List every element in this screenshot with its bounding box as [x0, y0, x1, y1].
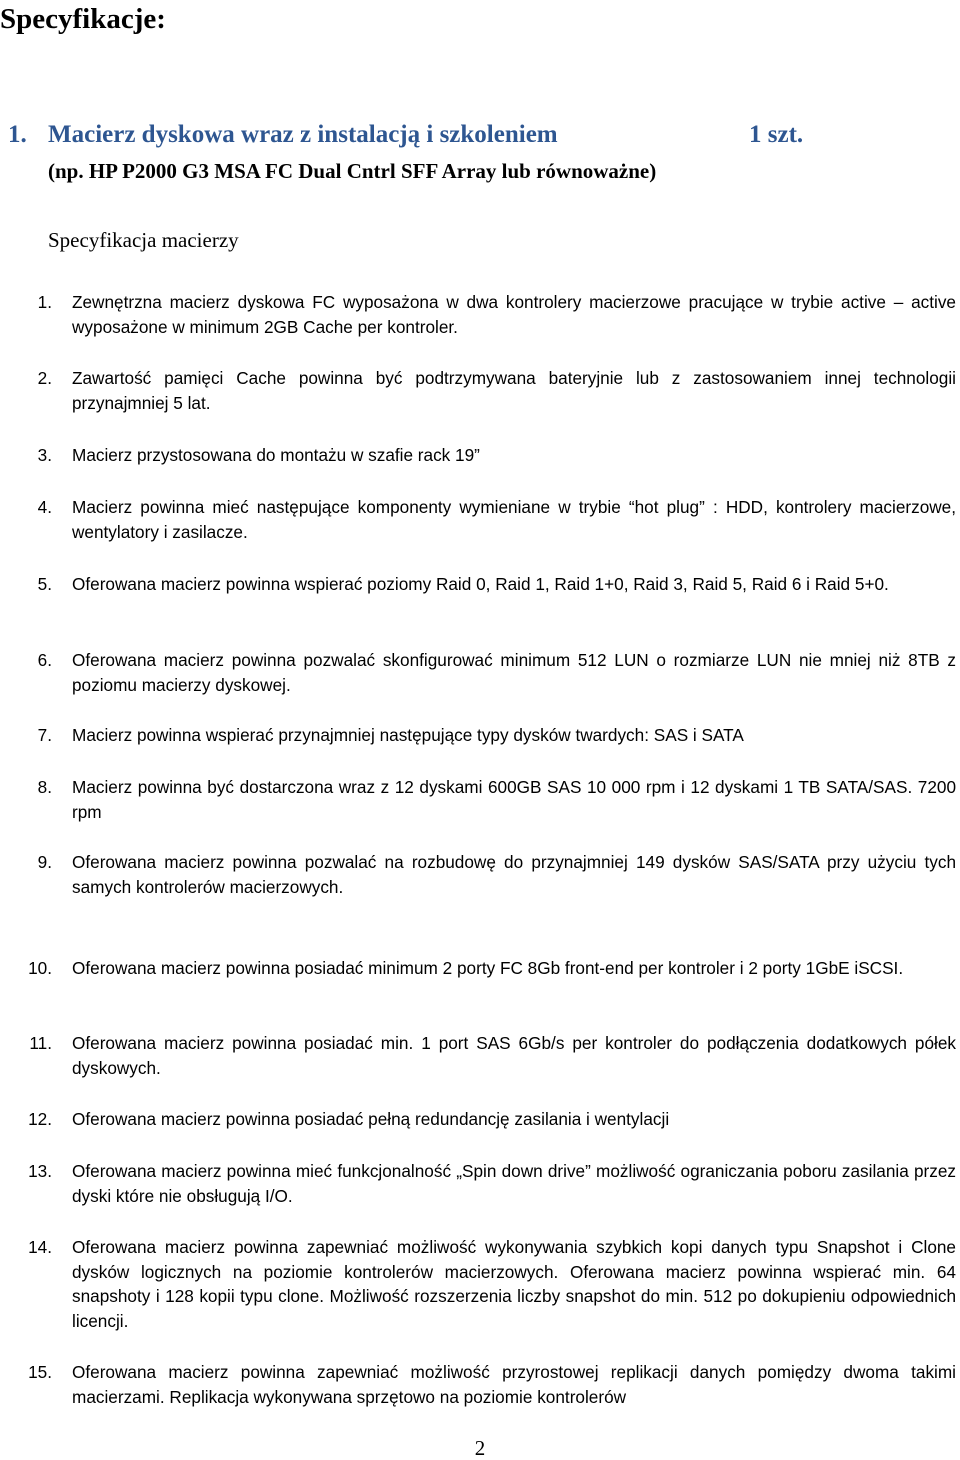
list-item-text: Macierz powinna być dostarczona wraz z 12 dyskami 600GB SAS 10 000 rpm i 12 dyskami 1 TB SATA/SAS. 7200 rpm [72, 777, 956, 822]
list-item-text: Macierz powinna wspierać przynajmniej następujące typy dysków twardych: SAS i SATA [72, 725, 744, 745]
list-item-number: 5. [37, 574, 52, 594]
section-number: 1. [8, 121, 27, 148]
list-item-number: 8. [37, 777, 52, 797]
list-item-number: 7. [37, 725, 52, 745]
list-item-number: 9. [37, 852, 52, 872]
list-item [0, 495, 956, 544]
list-item-text: Macierz powinna mieć następujące komponenty wymieniane w trybie “hot plug” : HDD, kontrolery macierzowe, wentylatory i zasilacze. [72, 497, 956, 542]
list-item-number: 11. [29, 1033, 52, 1053]
list-item [0, 1360, 956, 1409]
list-item-number: 10. [28, 958, 52, 978]
list-item [0, 775, 956, 824]
list-item-number: 12. [28, 1109, 52, 1129]
list-item [0, 723, 956, 748]
list-item-text: Oferowana macierz powinna zapewniać możliwość wykonywania szybkich kopi danych typu Snapshot i Clone dysków logicznych na poziomie kontrolerów macierzowych. Oferowana macierz powinna wspierać min. 64 snapshoty i 128 kopii typu clone. Możliwość rozszerzenia liczby snapshot do min. 512 po dokupieniu odpowiednich licencji. [72, 1237, 956, 1331]
list-item-number: 14. [28, 1237, 52, 1257]
list-item-text: Oferowana macierz powinna zapewniać możliwość przyrostowej replikacji danych pomiędzy dwoma takimi macierzami. Replikacja wykonywana sprzętowo na poziomie kontrolerów [72, 1362, 956, 1407]
list-item [0, 290, 956, 339]
section-quantity: 1 szt. [749, 121, 804, 148]
list-item [0, 366, 956, 415]
list-item [0, 1159, 956, 1208]
list-item-text: Oferowana macierz powinna pozwalać skonfigurować minimum 512 LUN o rozmiarze LUN nie mniej niż 8TB z poziomu macierzy dyskowej. [72, 650, 956, 695]
list-item-text: Zewnętrzna macierz dyskowa FC wyposażona w dwa kontrolery macierzowe pracujące w trybie active – active wyposażone w minimum 2GB Cache per kontroler. [72, 292, 956, 337]
list-item-number: 4. [37, 497, 52, 517]
list-item [0, 850, 956, 899]
section-subtitle: (np. HP P2000 G3 MSA FC Dual Cntrl SFF Array lub równoważne) [48, 159, 657, 183]
list-item-number: 15. [28, 1362, 52, 1382]
list-item-text: Macierz przystosowana do montażu w szafie rack 19” [72, 445, 480, 465]
section-title: Macierz dyskowa wraz z instalacją i szkoleniem [48, 121, 558, 148]
list-item-text: Oferowana macierz powinna wspierać poziomy Raid 0, Raid 1, Raid 1+0, Raid 3, Raid 5, Raid 6 i Raid 5+0. [72, 574, 889, 594]
list-item-text: Zawartość pamięci Cache powinna być podtrzymywana bateryjnie lub z zastosowaniem innej technologii przynajmniej 5 lat. [72, 368, 956, 413]
list-item-text: Oferowana macierz powinna mieć funkcjonalność „Spin down drive” możliwość ograniczania poboru zasilania przez dyski które nie obsługują I/O. [72, 1161, 956, 1206]
list-item [0, 1031, 956, 1080]
list-item [0, 443, 956, 468]
list-item-number: 3. [37, 445, 52, 465]
list-item [0, 1235, 956, 1333]
page-number: 2 [474, 1436, 486, 1460]
list-item-text: Oferowana macierz powinna posiadać minimum 2 porty FC 8Gb front-end per kontroler i 2 porty 1GbE iSCSI. [72, 958, 904, 978]
list-item-number: 13. [28, 1161, 52, 1181]
spec-heading: Specyfikacja macierzy [48, 228, 239, 252]
list-item-text: Oferowana macierz powinna pozwalać na rozbudowę do przynajmniej 149 dysków SAS/SATA przy użyciu tych samych kontrolerów macierzowych. [72, 852, 956, 897]
list-item [0, 1107, 956, 1132]
list-item-text: Oferowana macierz powinna posiadać pełną redundancję zasilania i wentylacji [72, 1109, 670, 1129]
list-item [0, 648, 956, 697]
list-item-number: 1. [37, 292, 52, 312]
list-item-number: 6. [37, 650, 52, 670]
list-item-text: Oferowana macierz powinna posiadać min. 1 port SAS 6Gb/s per kontroler do podłączenia dodatkowych półek dyskowych. [72, 1033, 956, 1078]
list-item [0, 572, 956, 597]
list-item-number: 2. [37, 368, 52, 388]
list-item [0, 956, 956, 981]
page-title: Specyfikacje: [0, 3, 166, 35]
